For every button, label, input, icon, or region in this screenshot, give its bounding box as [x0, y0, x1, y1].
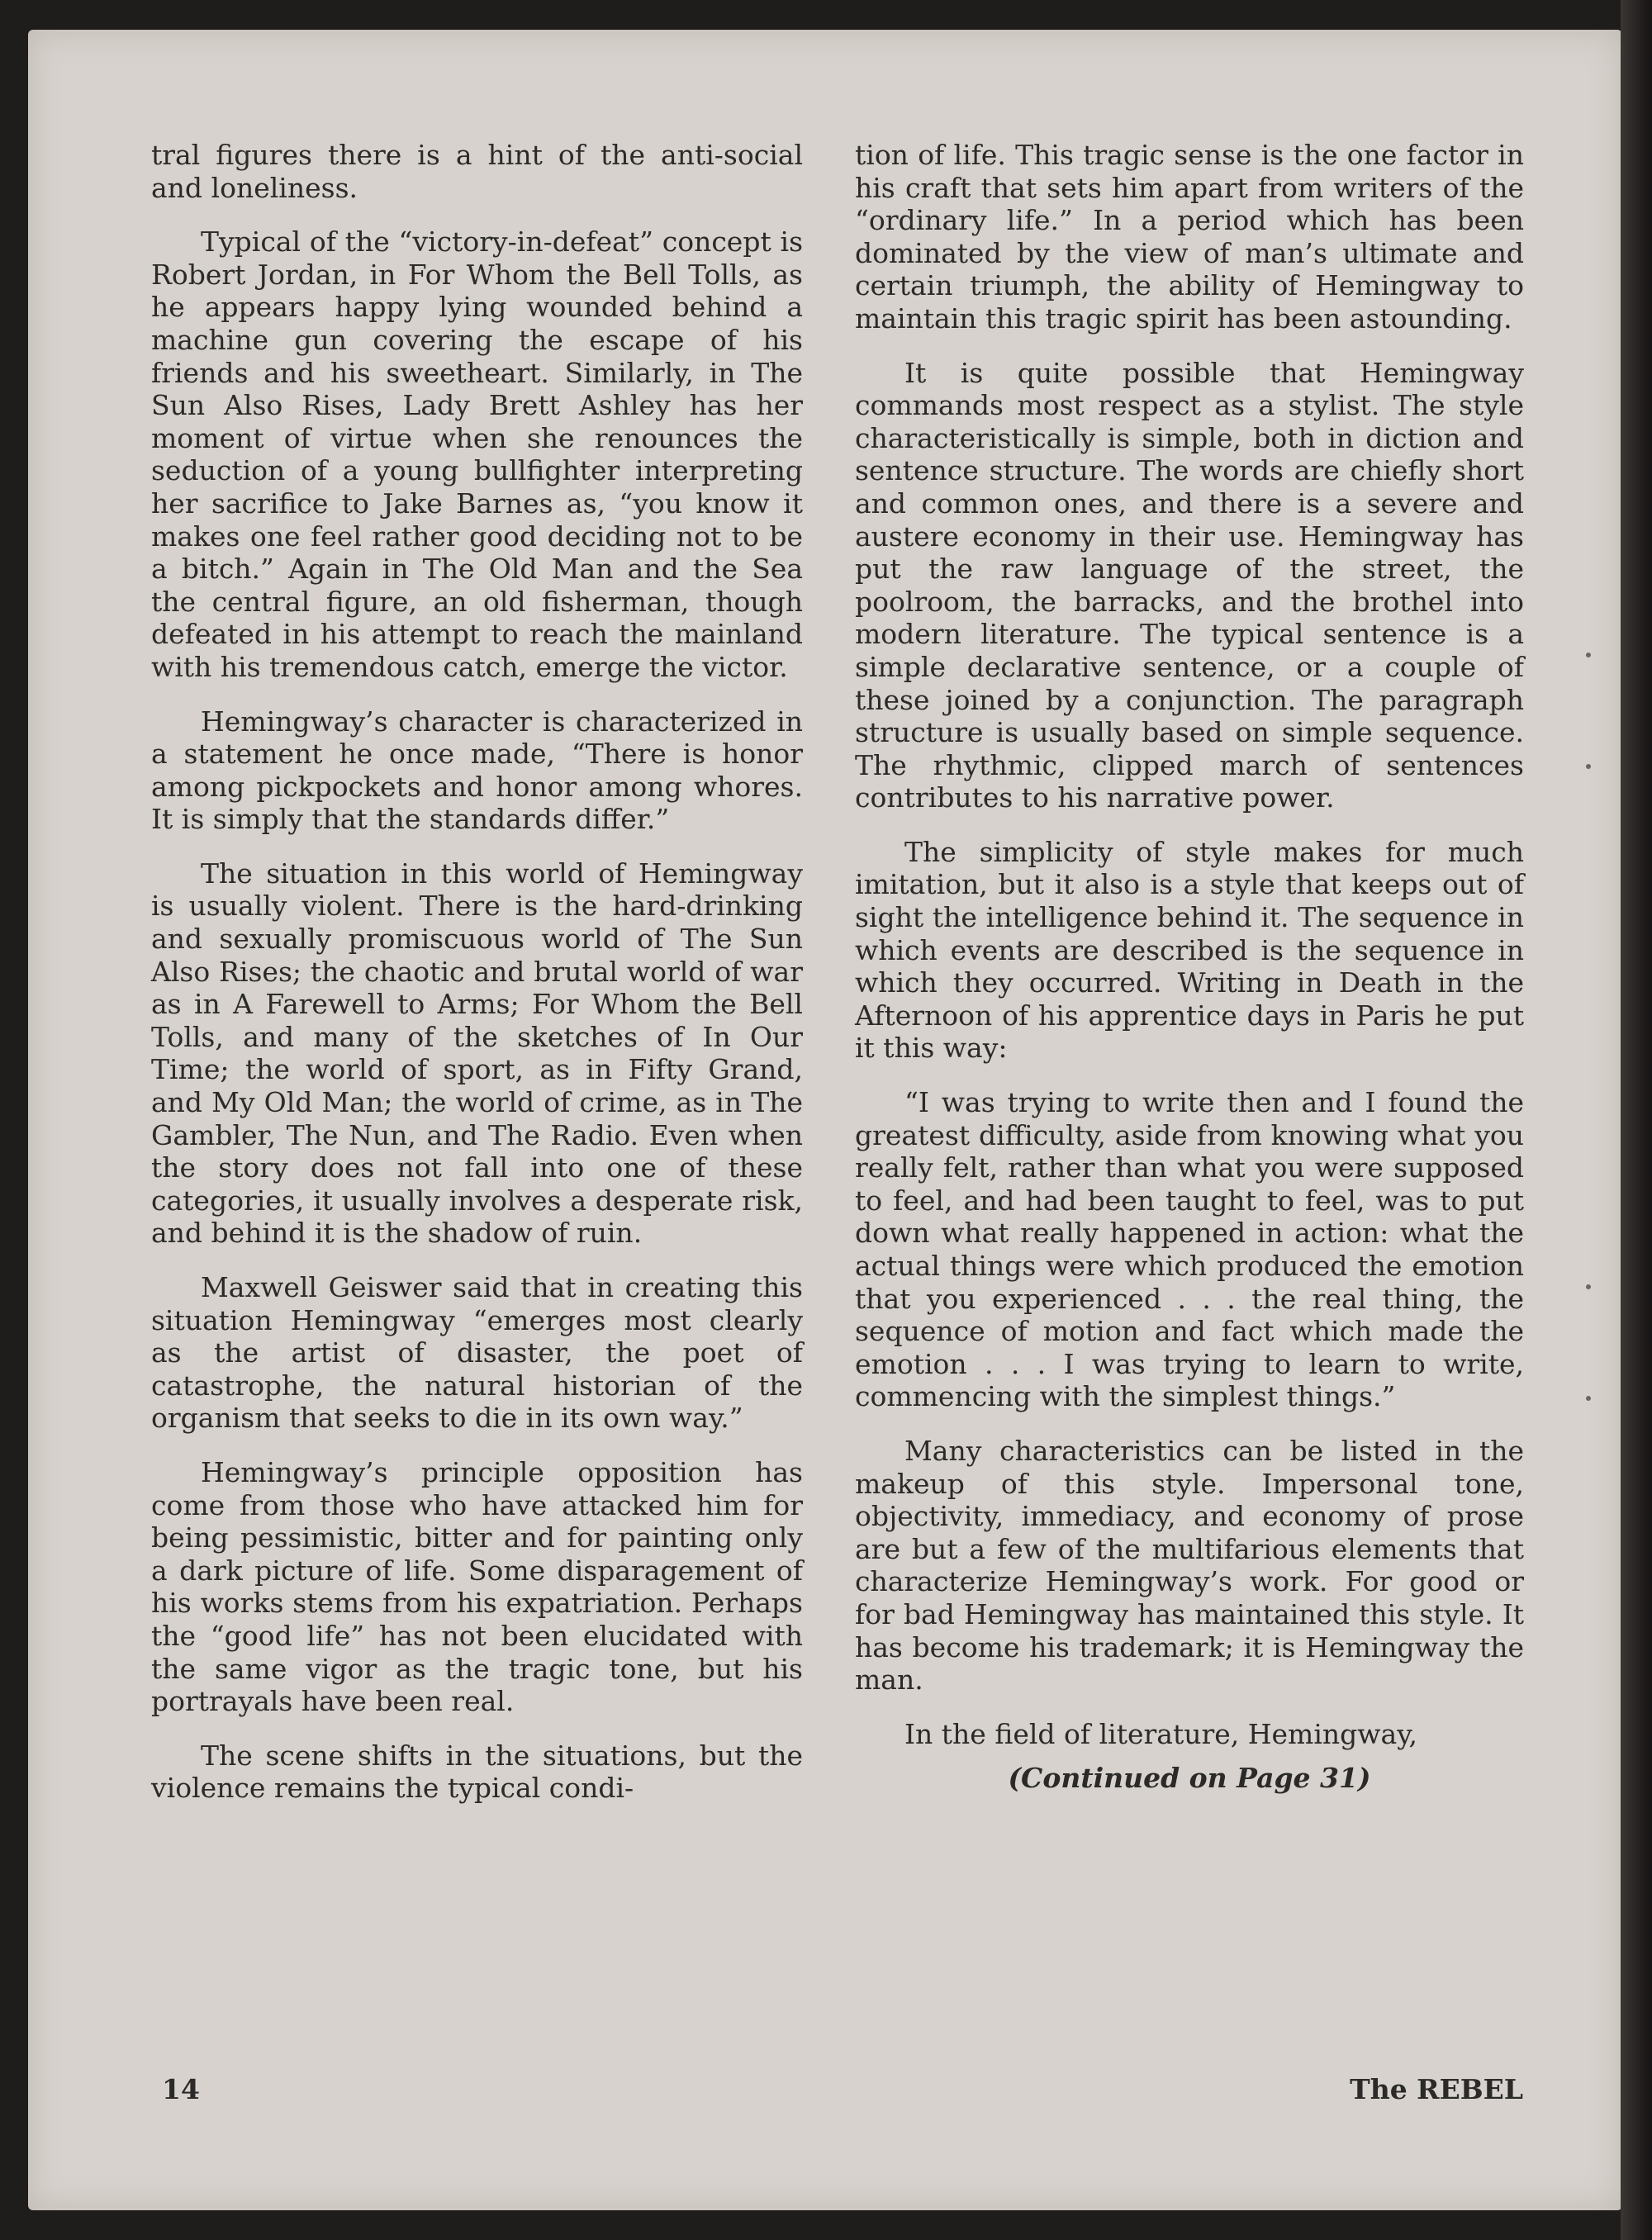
quotation-paragraph: “I was trying to write then and I found the greatest difficulty, aside from knowing what you really felt, rather than what you were supposed to feel, and had been taught to feel, was to put down what really happened in action: what the actual things were which produced the emotion that you experienced . . . the real thing, the sequence of motion and fact which made the emotion . . . I was trying to learn to write, commencing with the simplest things.”	[855, 1086, 1524, 1413]
paragraph: The situation in this world of Hemingway is usually violent. There is the hard-drinking and sexually promiscuous world of The Sun Also Rises; the chaotic and brutal world of war as in A Farewell to Arms; For Whom the Bell Tolls, and many of the sketches of In Our Time; the world of sport, as in Fifty Grand, and My Old Man; the world of crime, as in The Gambler, The Nun, and The Radio. Even when the story does not fall into one of these categories, it usually involves a desperate risk, and behind it is the shadow of ruin.	[151, 857, 803, 1250]
paragraph: Typical of the “victory-in-defeat” concept is Robert Jordan, in For Whom the Bell Tolls, as he appears happy lying wounded behind a machine gun covering the escape of his friends and his sweetheart. Similarly, in The Sun Also Rises, Lady Brett Ashley has her moment of virtue when she renounces the seduction of a young bullfighter interpreting her sacrifice to Jake Barnes as, “you know it makes one feel rather good deciding not to be a bitch.” Again in The Old Man and the Sea the central figure, an old fisherman, though defeated in his attempt to reach the mainland with his tremendous catch, emerge the victor.	[151, 225, 803, 683]
paragraph: Many characteristics can be listed in the makeup of this style. Impersonal tone, objectivity, immediacy, and economy of prose are but a few of the multifarious elements that characterize Hemingway’s work. For good or for bad Hemingway has maintained this style. It has become his trademark; it is Hemingway the man.	[855, 1434, 1524, 1697]
paragraph: It is quite possible that Hemingway commands most respect as a stylist. The style characteristically is simple, both in diction and sentence structure. The words are chiefly short and common ones, and there is a severe and austere economy in their use. Hemingway has put the raw language of the street, the poolroom, the barracks, and the brothel into modern literature. The typical sentence is a simple declarative sentence, or a couple of these joined by a conjunction. The paragraph structure is usually based on simple sequence. The rhythmic, clipped march of sentences contributes to his narrative power.	[855, 356, 1524, 814]
binding-spine	[1621, 0, 1652, 2240]
page-mark	[1586, 1396, 1591, 1401]
paragraph: The simplicity of style makes for much imitation, but it also is a style that keeps out of sight the intelligence behind it. The sequence in which events are described is the sequence in which they occurred. Writing in Death in the Afternoon of his apprentice days in Paris he put it this way:	[855, 835, 1524, 1065]
paragraph: The scene shifts in the situations, but the violence remains the typical condi-	[151, 1739, 803, 1805]
paragraph: tral figures there is a hint of the anti-social and loneliness.	[151, 139, 803, 204]
paragraph: tion of life. This tragic sense is the one factor in his craft that sets him apart from writers of the “ordinary life.” In a period which has been dominated by the view of man’s ultimate and certain triumph, the ability of Hemingway to maintain this tragic spirit has been astounding.	[855, 139, 1524, 335]
continued-note: (Continued on Page 31)	[1008, 1762, 1371, 1795]
paragraph: Hemingway’s character is characterized in a statement he once made, “There is honor among pickpockets and honor among whores. It is simply that the standards differ.”	[151, 705, 803, 836]
paragraph: In the field of literature, Hemingway,	[904, 1717, 1417, 1750]
page-number: 14	[162, 2073, 200, 2105]
page-mark	[1586, 764, 1591, 769]
page-mark	[1586, 1284, 1591, 1289]
paragraph: Hemingway’s principle opposition has come from those who have attacked him for being pessimistic, bitter and for painting only a dark picture of life. Some disparagement of his works stems from his expatriation. Perhaps the “good life” has not been elucidated with the same vigor as the tragic tone, but his portrayals have been real.	[151, 1455, 803, 1718]
magazine-title: The REBEL	[1350, 2073, 1523, 2105]
page-mark	[1586, 653, 1591, 657]
right-column	[855, 139, 1524, 1816]
paragraph: Maxwell Geiswer said that in creating this situation Hemingway “emerges most clearly as the artist of disaster, the poet of catastrophe, the natural historian of the organism that seeks to die in its own way.”	[151, 1271, 803, 1435]
left-column	[151, 139, 803, 1826]
